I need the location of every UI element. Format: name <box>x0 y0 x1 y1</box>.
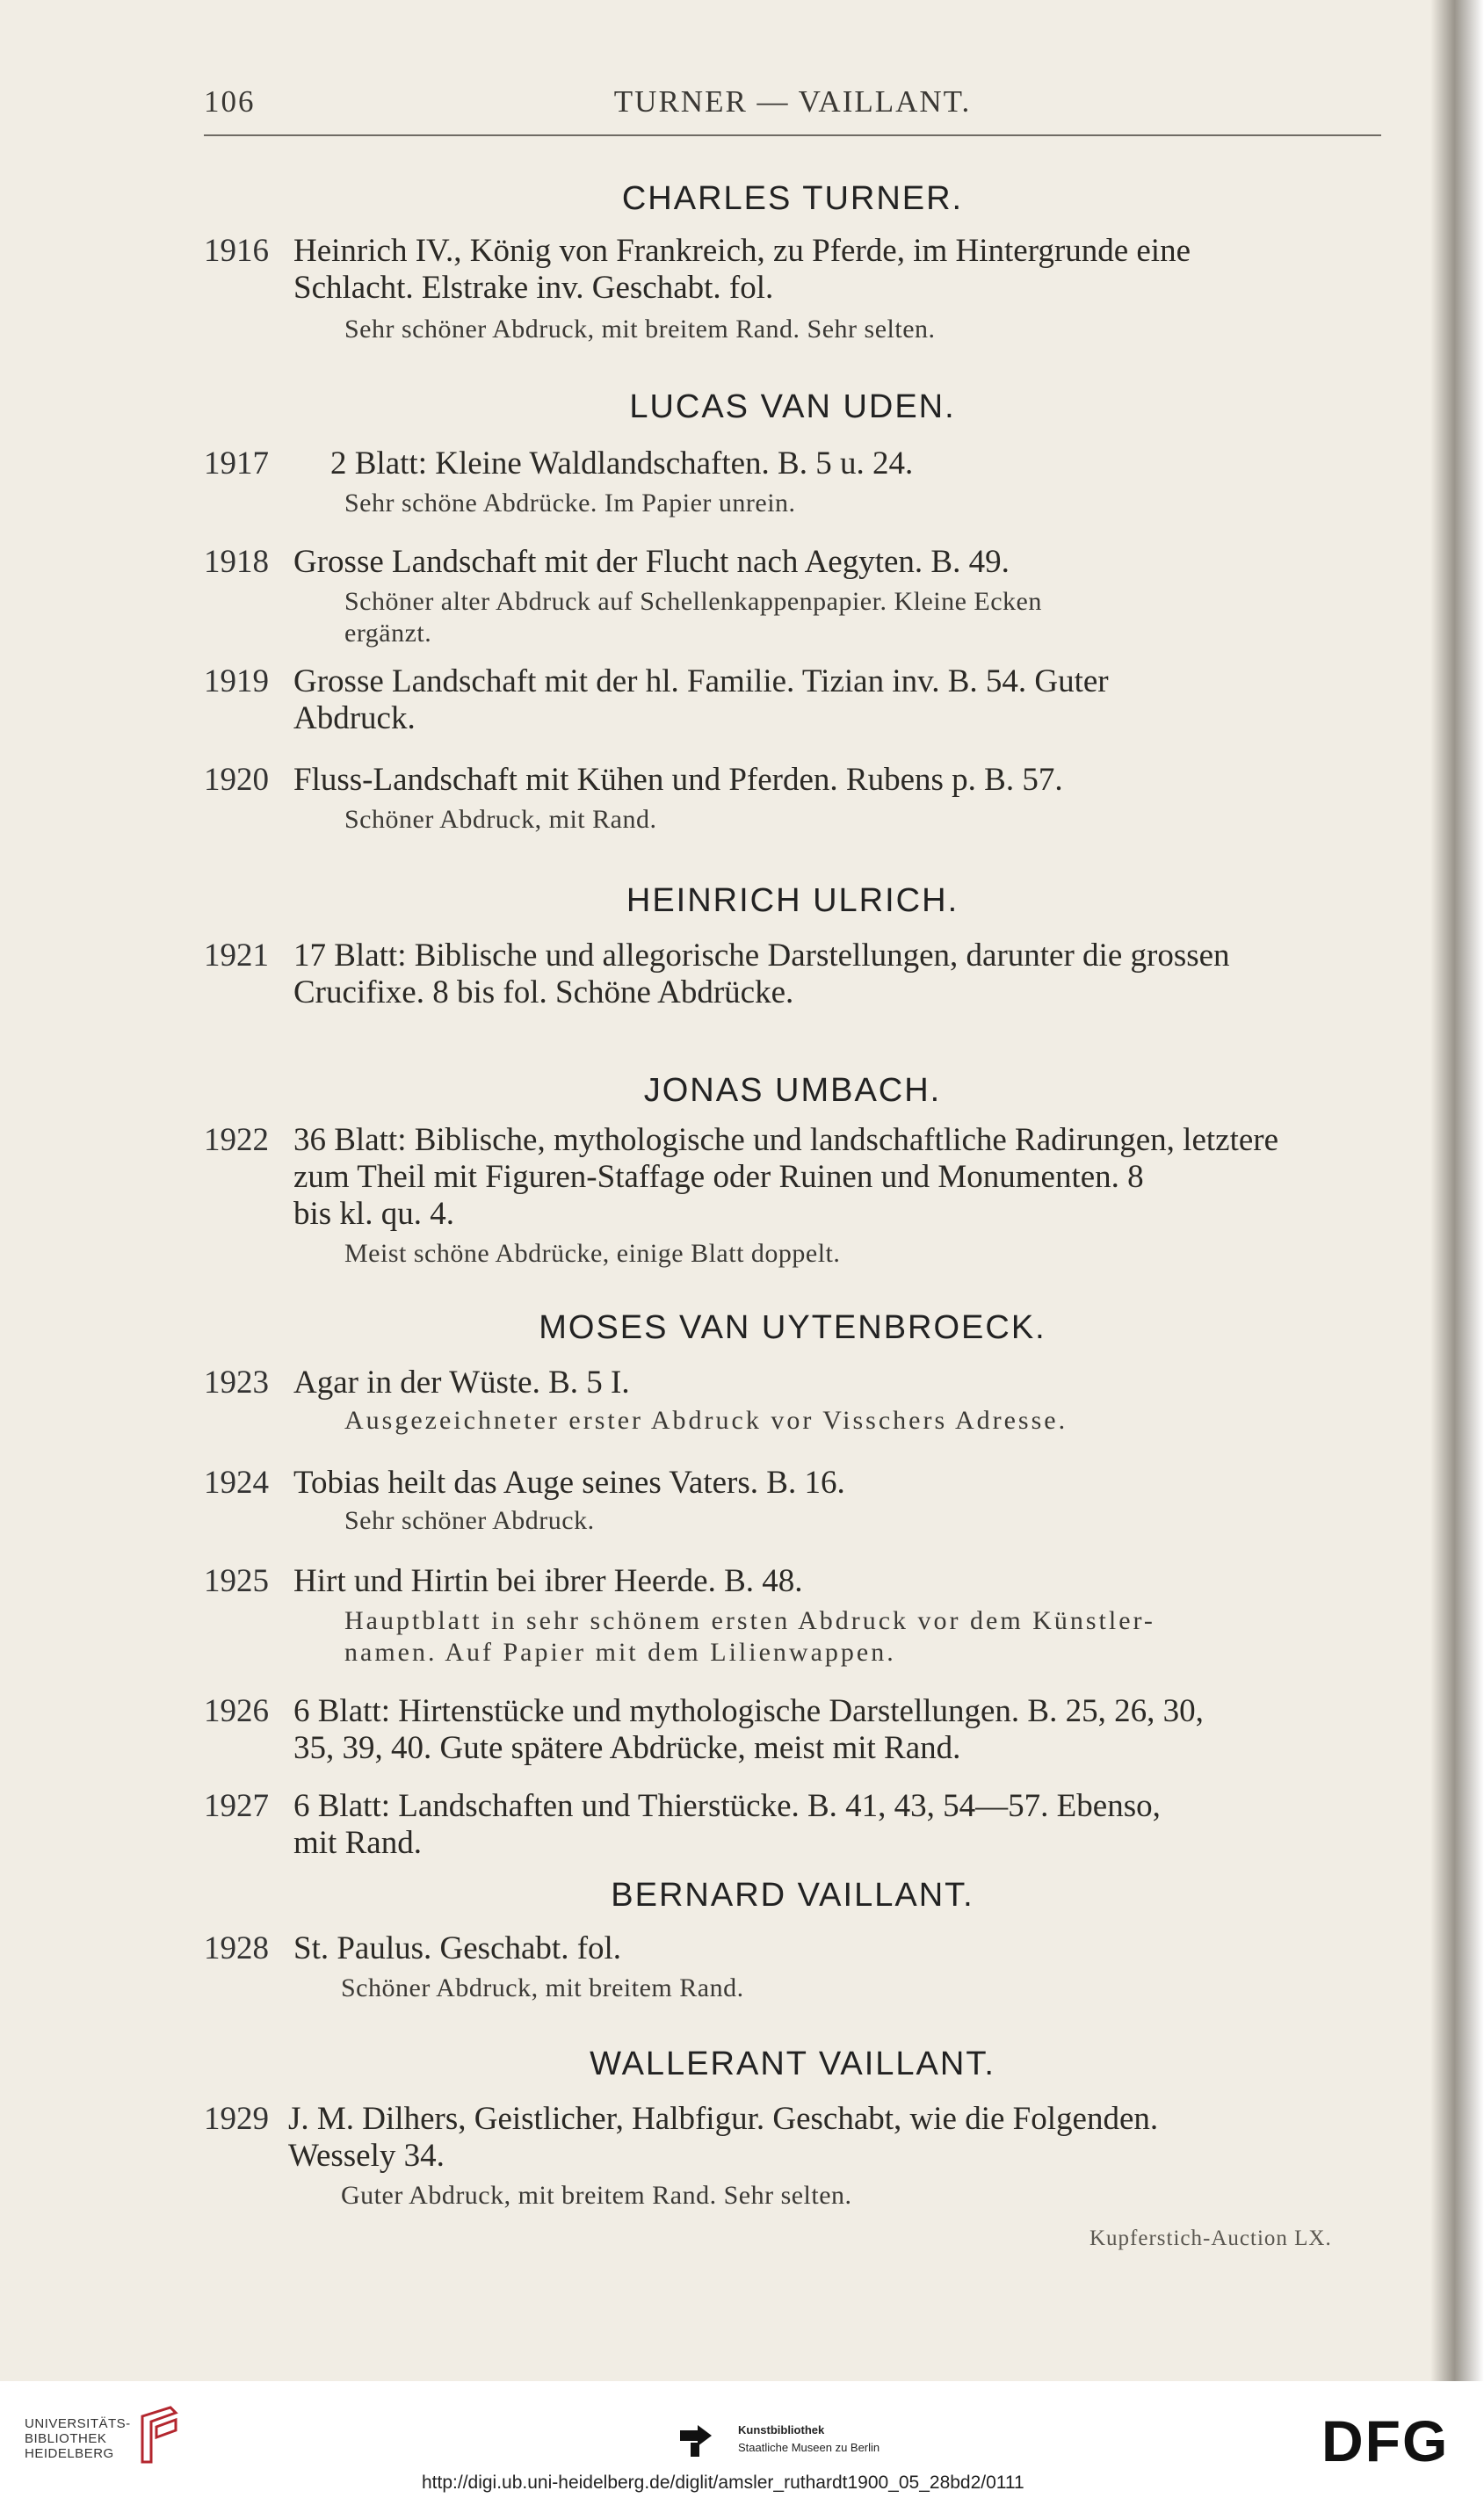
entry-note: Hauptblatt in sehr schönem ersten Abdruck vor dem Künstler- <box>344 1606 1155 1635</box>
entry-note: Ausgezeichneter erster Abdruck vor Visschers Adresse. <box>344 1406 1068 1435</box>
entry-text: Fluss-Landschaft mit Kühen und Pferden. Rubens p. B. 57. <box>293 762 1063 798</box>
entry-note: Meist schöne Abdrücke, einige Blatt doppelt. <box>344 1239 841 1268</box>
entry-text: 6 Blatt: Hirtenstücke und mythologische Darstellungen. B. 25, 26, 30, <box>293 1693 1204 1729</box>
entry-note: Sehr schöne Abdrücke. Im Papier unrein. <box>344 489 796 518</box>
artist-heading: CHARLES TURNER. <box>621 180 964 217</box>
university-crest-icon <box>132 2404 183 2472</box>
artist-heading: JONAS UMBACH. <box>643 1072 942 1109</box>
university-line: UNIVERSITÄTS- <box>25 2416 131 2431</box>
entry-text: Grosse Landschaft mit der Flucht nach Aegyten. B. 49. <box>293 544 1010 580</box>
artist-heading: BERNARD VAILLANT. <box>611 1877 974 1914</box>
entry-number: 1927 <box>204 1788 269 1824</box>
entry-number: 1917 <box>204 445 269 481</box>
running-head: TURNER — VAILLANT. <box>613 84 972 119</box>
entry-text: 6 Blatt: Landschaften und Thierstücke. B. 41, 43, 54—57. Ebenso, <box>293 1788 1161 1824</box>
entry-text: J. M. Dilhers, Geistlicher, Halbfigur. Geschabt, wie die Folgenden. <box>288 2101 1159 2137</box>
university-logo-text <box>25 2416 131 2461</box>
entry-note: Guter Abdruck, mit breitem Rand. Sehr selten. <box>341 2181 852 2210</box>
entry-number: 1920 <box>204 762 269 798</box>
entry-number: 1925 <box>204 1563 269 1599</box>
entry-text: Abdruck. <box>293 700 416 736</box>
entry-text: Heinrich IV., König von Frankreich, zu Pferde, im Hintergrunde eine <box>293 233 1191 269</box>
entry-text: 35, 39, 40. Gute spätere Abdrücke, meist mit Rand. <box>293 1730 961 1766</box>
entry-text: mit Rand. <box>293 1825 422 1861</box>
kunstbibliothek-name: Kunstbibliothek <box>738 2423 825 2436</box>
university-line: BIBLIOTHEK <box>25 2431 107 2446</box>
kunstbibliothek-subtitle: Staatliche Museen zu Berlin <box>738 2441 880 2454</box>
kunstbibliothek-logo-icon <box>678 2423 713 2461</box>
page-number: 106 <box>204 84 256 119</box>
auction-caption: Kupferstich-Auction LX. <box>1089 2226 1332 2250</box>
entry-number: 1924 <box>204 1465 269 1501</box>
entry-text: Agar in der Wüste. B. 5 I. <box>293 1365 630 1401</box>
entry-text: Schlacht. Elstrake inv. Geschabt. fol. <box>293 270 774 306</box>
entry-note: namen. Auf Papier mit dem Lilienwappen. <box>344 1638 896 1667</box>
artist-heading: HEINRICH ULRICH. <box>626 882 959 919</box>
entry-number: 1929 <box>204 2101 269 2137</box>
entry-number: 1919 <box>204 663 269 699</box>
entry-note: Schöner Abdruck, mit breitem Rand. <box>341 1973 744 2002</box>
entry-note: Sehr schöner Abdruck, mit breitem Rand. Sehr selten. <box>344 315 936 344</box>
source-url-link[interactable]: http://digi.ub.uni-heidelberg.de/diglit/amsler_ruthardt1900_05_28bd2/0111 <box>422 2473 1024 2493</box>
entry-text: Hirt und Hirtin bei ibrer Heerde. B. 48. <box>293 1563 803 1599</box>
entry-number: 1928 <box>204 1930 269 1966</box>
entry-number: 1921 <box>204 938 269 974</box>
entry-number: 1922 <box>204 1122 269 1158</box>
entry-text: 2 Blatt: Kleine Waldlandschaften. B. 5 u. 24. <box>330 445 914 481</box>
entry-text: 17 Blatt: Biblische und allegorische Darstellungen, darunter die grossen <box>293 938 1230 974</box>
entry-number: 1916 <box>204 233 269 269</box>
university-line: HEIDELBERG <box>25 2446 114 2461</box>
entry-text: Tobias heilt das Auge seines Vaters. B. 16. <box>293 1465 845 1501</box>
entry-note: ergänzt. <box>344 619 432 648</box>
entry-text: zum Theil mit Figuren-Staffage oder Ruinen und Monumenten. 8 <box>293 1159 1144 1195</box>
page-edge-shadow <box>1430 0 1484 2381</box>
entry-number: 1923 <box>204 1365 269 1401</box>
header-rule <box>204 134 1381 136</box>
entry-text: Wessely 34. <box>288 2138 445 2174</box>
artist-heading: WALLERANT VAILLANT. <box>590 2045 995 2082</box>
entry-text: bis kl. qu. 4. <box>293 1196 454 1232</box>
entry-note: Sehr schöner Abdruck. <box>344 1506 595 1535</box>
entry-text: St. Paulus. Geschabt. fol. <box>293 1930 622 1966</box>
entry-text: Grosse Landschaft mit der hl. Familie. Tizian inv. B. 54. Guter <box>293 663 1109 699</box>
dfg-logo: DFG <box>1321 2408 1450 2473</box>
artist-heading: LUCAS VAN UDEN. <box>629 388 956 425</box>
artist-heading: MOSES VAN UYTENBROECK. <box>539 1309 1046 1346</box>
entry-note: Schöner alter Abdruck auf Schellenkappenpapier. Kleine Ecken <box>344 587 1042 616</box>
entry-text: Crucifixe. 8 bis fol. Schöne Abdrücke. <box>293 974 794 1010</box>
entry-number: 1918 <box>204 544 269 580</box>
entry-note: Schöner Abdruck, mit Rand. <box>344 805 657 834</box>
viewer-footer <box>0 2381 1484 2498</box>
entry-text: 36 Blatt: Biblische, mythologische und landschaftliche Radirungen, letztere <box>293 1122 1279 1158</box>
entry-number: 1926 <box>204 1693 269 1729</box>
